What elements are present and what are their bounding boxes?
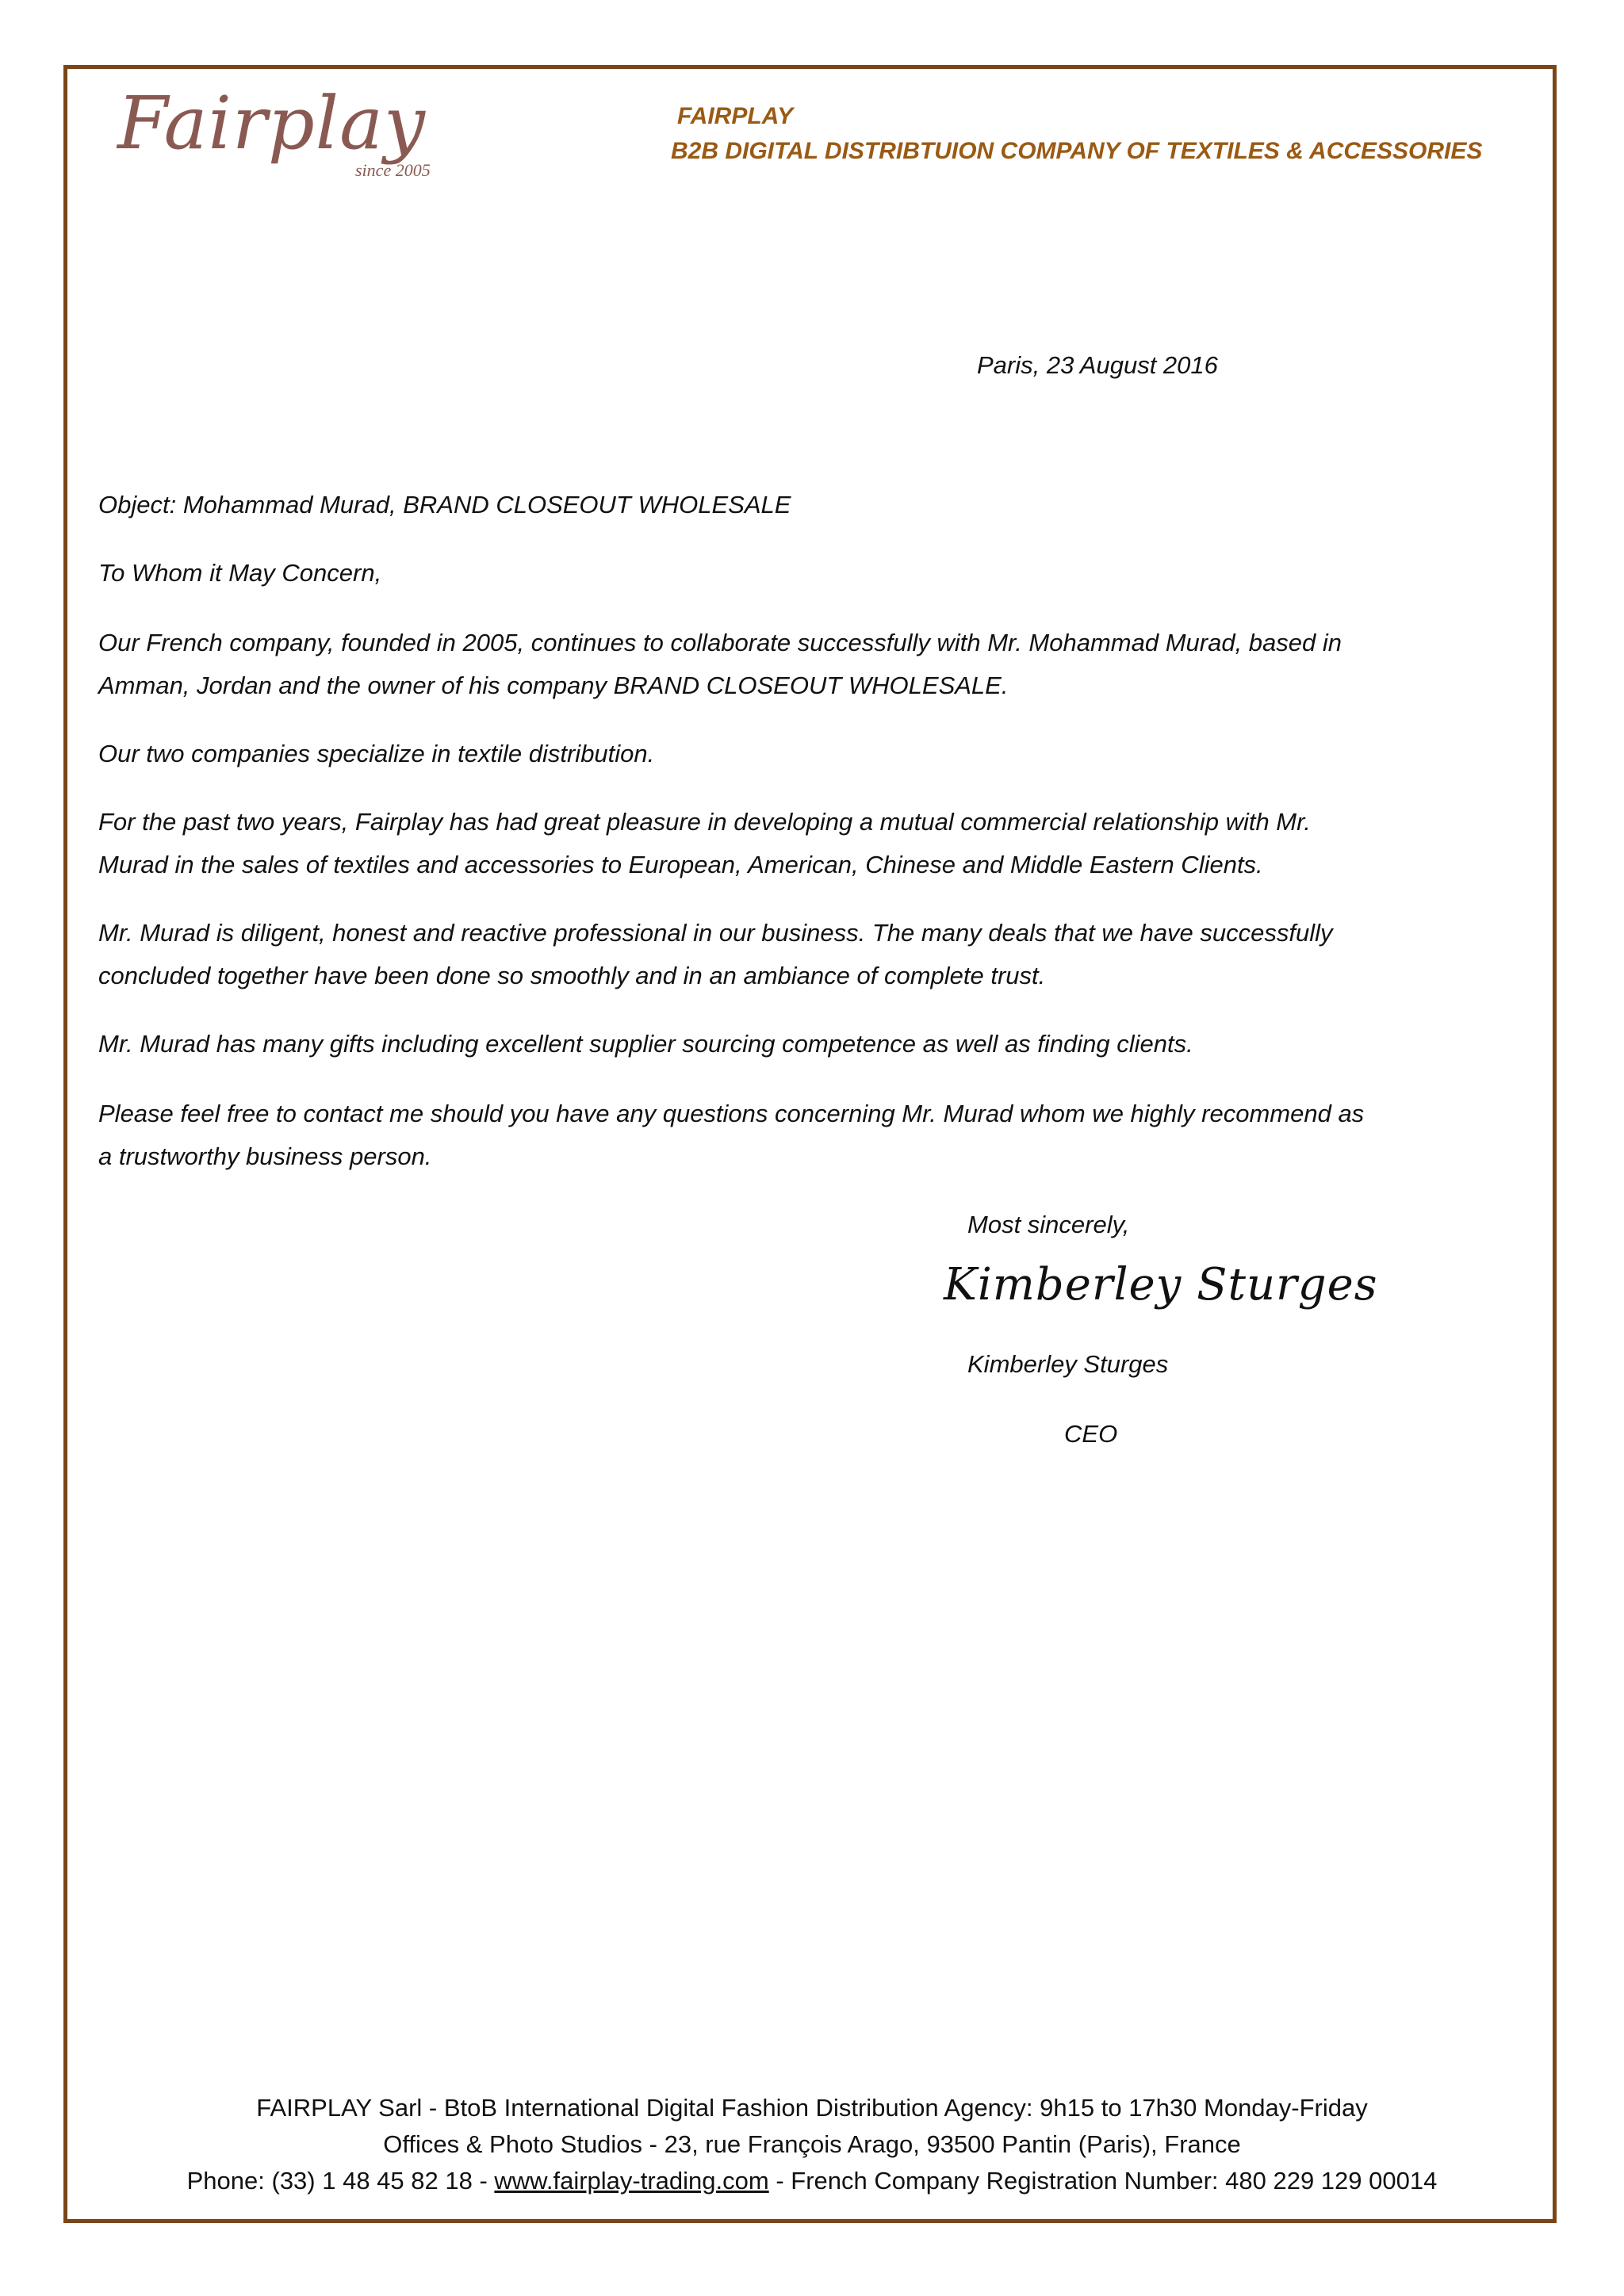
paragraph-3-line-2: Murad in the sales of textiles and accessories to European, American, Chinese and Middle Eastern Clients.	[98, 851, 1263, 878]
letterhead-company: FAIRPLAY	[677, 103, 794, 129]
letterhead-tagline: B2B DIGITAL DISTRIBTUION COMPANY OF TEXTILES & ACCESSORIES	[671, 138, 1483, 164]
paragraph-4	[98, 912, 1518, 997]
signer-title: CEO	[1064, 1420, 1118, 1448]
footer-phone: Phone: (33) 1 48 45 82 18 -	[186, 2167, 495, 2195]
signer-name: Kimberley Sturges	[967, 1350, 1169, 1378]
website-link[interactable]: www.fairplay-trading.com	[494, 2167, 769, 2195]
paragraph-1-line-2: Amman, Jordan and the owner of his company BRAND CLOSEOUT WHOLESALE.	[98, 672, 1009, 699]
footer-line-3	[79, 2163, 1545, 2199]
paragraph-3-line-1: For the past two years, Fairplay has had great pleasure in developing a mutual commercial relationship with Mr.	[98, 808, 1311, 836]
footer-registration: - French Company Registration Number: 480 229 129 00014	[768, 2167, 1438, 2195]
logo-since: since 2005	[355, 160, 431, 180]
footer-line-2: Offices & Photo Studios - 23, rue François Arago, 93500 Pantin (Paris), France	[383, 2130, 1241, 2158]
paragraph-4-line-2: concluded together have been done so smoothly and in an ambiance of complete trust.	[98, 962, 1046, 989]
letter-date: Paris, 23 August 2016	[977, 351, 1218, 379]
footer-line-1: FAIRPLAY Sarl - BtoB International Digital Fashion Distribution Agency: 9h15 to 17h30 Monday-Friday	[256, 2094, 1368, 2122]
paragraph-4-line-1: Mr. Murad is diligent, honest and reactive professional in our business. The many deals that we have successfully	[98, 919, 1333, 947]
company-logo	[117, 81, 450, 190]
paragraph-6	[98, 1093, 1518, 1178]
letter-closing: Most sincerely,	[967, 1211, 1130, 1238]
paragraph-5: Mr. Murad has many gifts including excellent supplier sourcing competence as well as finding clients.	[98, 1030, 1193, 1058]
handwritten-signature: Kimberley Sturges	[944, 1259, 1378, 1311]
paragraph-1	[98, 622, 1518, 707]
paragraph-1-line-1: Our French company, founded in 2005, continues to collaborate successfully with Mr. Mohammad Murad, based in	[98, 629, 1342, 656]
paragraph-2: Our two companies specialize in textile distribution.	[98, 740, 655, 767]
paragraph-6-line-1: Please feel free to contact me should you have any questions concerning Mr. Murad whom we highly recommend as	[98, 1100, 1365, 1127]
letterhead	[671, 99, 1483, 169]
logo-wordmark: Fairplay	[117, 81, 426, 166]
paragraph-3	[98, 801, 1518, 886]
letter-greeting: To Whom it May Concern,	[98, 559, 382, 587]
letter-object: Object: Mohammad Murad, BRAND CLOSEOUT WHOLESALE	[98, 491, 791, 519]
paragraph-6-line-2: a trustworthy business person.	[98, 1142, 432, 1170]
